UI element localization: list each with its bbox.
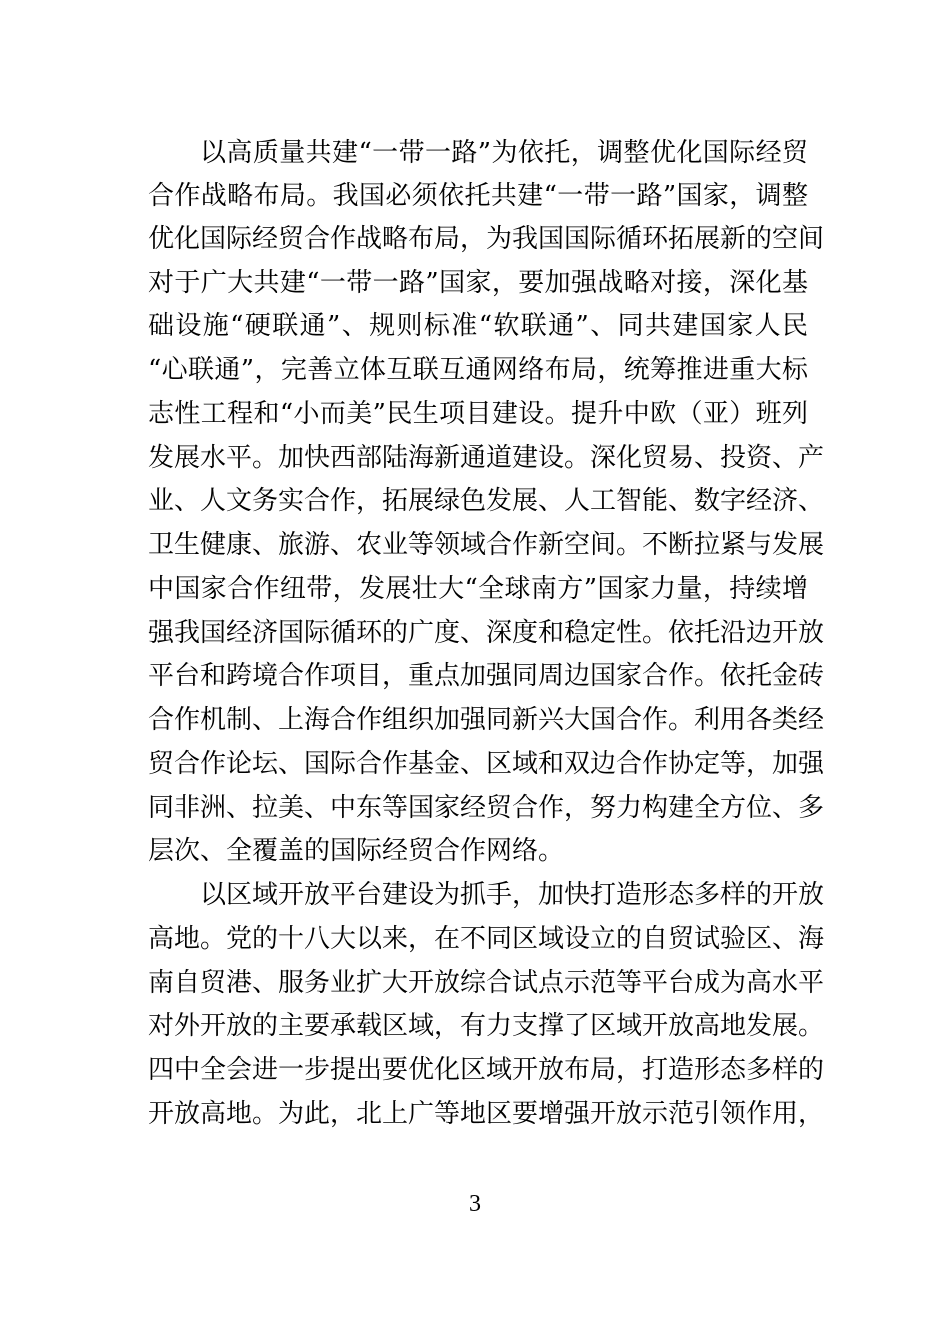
page-number: 3	[469, 1191, 481, 1217]
paragraph-1-line-14: 合作机制、上海合作组织加强同新兴大国合作。利用各类经	[148, 705, 825, 735]
paragraph-2-line-5: 四中全会进一步提出要优化区域开放布局，打造形态多样的	[148, 1055, 825, 1085]
paragraph-1-line-9: 业、人文务实合作，拓展绿色发展、人工智能、数字经济、	[148, 486, 825, 516]
paragraph-2-line-3: 南自贸港、服务业扩大开放综合试点示范等平台成为高水平	[148, 968, 825, 998]
paragraph-1-line-2: 合作战略布局。我国必须依托共建“一带一路”国家，调整	[148, 181, 808, 211]
paragraph-1-line-3: 优化国际经贸合作战略布局，为我国国际循环拓展新的空间	[148, 224, 825, 254]
paragraph-1-line-11: 中国家合作纽带，发展壮大“全球南方”国家力量，持续增	[148, 574, 808, 604]
paragraph-2-line-1: 以区域开放平台建设为抓手，加快打造形态多样的开放	[200, 880, 825, 910]
paragraph-1-line-15: 贸合作论坛、国际合作基金、区域和双边合作协定等，加强	[148, 749, 825, 779]
paragraph-1-line-16: 同非洲、拉美、中东等国家经贸合作，努力构建全方位、多	[148, 793, 825, 823]
paragraph-1-line-8: 发展水平。加快西部陆海新通道建设。深化贸易、投资、产	[148, 443, 825, 473]
paragraph-1-line-17: 层次、全覆盖的国际经贸合作网络。	[148, 836, 565, 866]
paragraph-1-line-1: 以高质量共建“一带一路”为依托，调整优化国际经贸	[200, 138, 808, 168]
paragraph-1-line-13: 平台和跨境合作项目，重点加强同周边国家合作。依托金砖	[148, 661, 825, 691]
paragraph-1-line-7: 志性工程和“小而美”民生项目建设。提升中欧（亚）班列	[148, 399, 808, 429]
paragraph-2-line-6: 开放高地。为此，北上广等地区要增强开放示范引领作用，	[148, 1099, 825, 1129]
paragraph-1-line-10: 卫生健康、旅游、农业等领域合作新空间。不断拉紧与发展	[148, 530, 825, 560]
paragraph-2-line-2: 高地。党的十八大以来，在不同区域设立的自贸试验区、海	[148, 924, 825, 954]
paragraph-2-line-4: 对外开放的主要承载区域，有力支撑了区域开放高地发展。	[148, 1011, 825, 1041]
paragraph-1-line-6: “心联通”，完善立体互联互通网络布局，统筹推进重大标	[148, 355, 808, 385]
paragraph-1-line-4: 对于广大共建“一带一路”国家，要加强战略对接，深化基	[148, 268, 808, 298]
paragraph-1-line-5: 础设施“硬联通”、规则标准“软联通”、同共建国家人民	[148, 311, 808, 341]
paragraph-1-line-12: 强我国经济国际循环的广度、深度和稳定性。依托沿边开放	[148, 618, 825, 648]
